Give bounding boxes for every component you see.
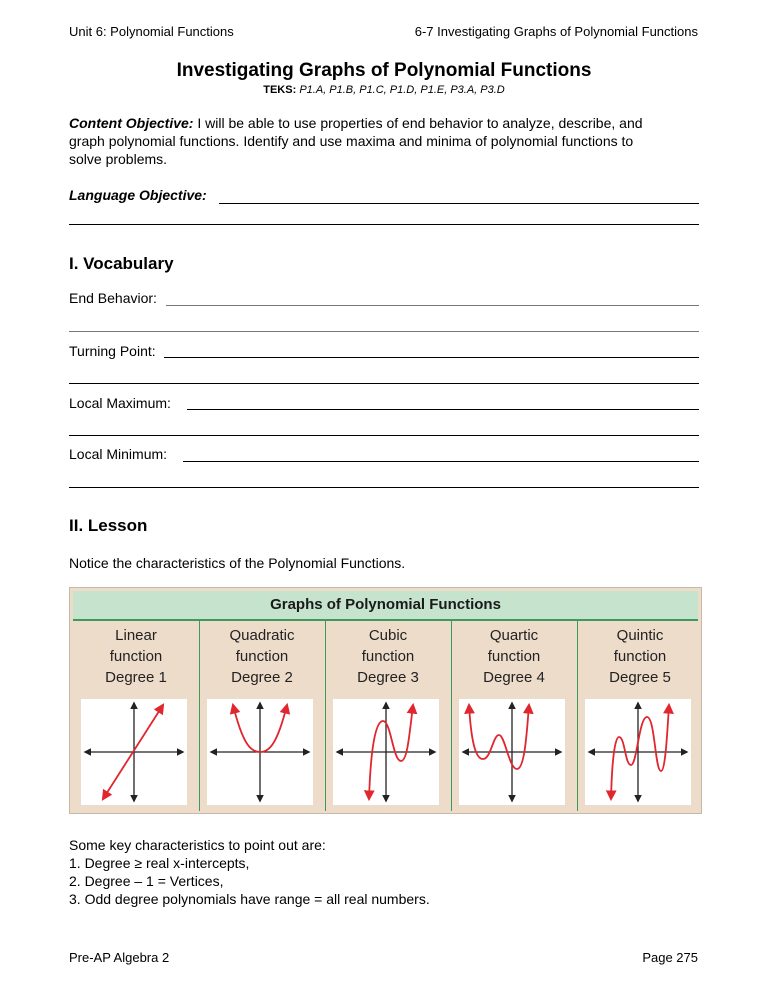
end-behavior-blank-2[interactable]: [69, 331, 699, 332]
linear-graph: [81, 699, 187, 805]
header-section: 6-7 Investigating Graphs of Polynomial Functions: [414, 24, 698, 39]
lesson-heading: II. Lesson: [69, 516, 148, 535]
column-quadratic: [199, 621, 325, 811]
table-title: Graphs of Polynomial Functions: [73, 591, 698, 621]
column-quintic: [577, 621, 703, 811]
content-objective: [69, 114, 709, 168]
quadratic-graph: [207, 699, 313, 805]
content-objective-label: Content Objective:: [69, 115, 194, 131]
header-unit: Unit 6: Polynomial Functions: [69, 24, 234, 39]
key-point-2: 2. Degree – 1 = Vertices,: [69, 873, 224, 889]
key-characteristics: [69, 836, 430, 908]
column-degree: Degree 5: [609, 669, 671, 686]
column-quartic: [451, 621, 577, 811]
column-kind: function: [235, 648, 289, 665]
teks-codes: P1.A, P1.B, P1.C, P1.D, P1.E, P3.A, P3.D: [299, 84, 505, 96]
quintic-graph: [585, 699, 691, 805]
turning-point-blank-2[interactable]: [69, 383, 699, 384]
local-maximum-blank[interactable]: [187, 409, 699, 410]
language-objective-label: Language Objective:: [69, 187, 207, 203]
column-name: Linear: [115, 627, 157, 644]
column-kind: function: [613, 648, 667, 665]
quartic-graph: [459, 699, 565, 805]
key-intro: Some key characteristics to point out are:: [69, 837, 326, 853]
local-minimum-blank[interactable]: [183, 461, 699, 462]
column-degree: Degree 4: [483, 669, 545, 686]
column-name: Quintic: [616, 627, 664, 644]
column-degree: Degree 3: [357, 669, 419, 686]
column-degree: Degree 2: [231, 669, 293, 686]
key-point-1: 1. Degree ≥ real x-intercepts,: [69, 855, 250, 871]
turning-point-blank[interactable]: [164, 357, 699, 358]
local-minimum-blank-2[interactable]: [69, 487, 699, 488]
vocab-term-local-minimum: Local Minimum:: [69, 446, 168, 462]
local-maximum-blank-2[interactable]: [69, 435, 699, 436]
language-objective-blank-2[interactable]: [69, 224, 699, 225]
lesson-intro: Notice the characteristics of the Polynomial Functions.: [69, 555, 406, 571]
column-kind: function: [109, 648, 163, 665]
vocab-term-turning-point: Turning Point:: [69, 343, 156, 359]
vocabulary-heading: I. Vocabulary: [69, 254, 174, 273]
column-kind: function: [487, 648, 541, 665]
content-objective-line3: solve problems.: [69, 151, 168, 167]
footer-page-number: Page 275: [642, 950, 698, 965]
column-linear: [73, 621, 199, 811]
footer-course: Pre-AP Algebra 2: [69, 950, 170, 965]
column-name: Quartic: [489, 627, 539, 644]
column-degree: Degree 1: [105, 669, 167, 686]
column-name: Cubic: [368, 627, 408, 644]
language-objective-blank[interactable]: [219, 203, 699, 204]
end-behavior-blank[interactable]: [166, 305, 699, 306]
teks-label: TEKS:: [263, 84, 297, 96]
cubic-graph: [333, 699, 439, 805]
polynomial-graphs-table: [69, 587, 702, 814]
vocab-term-local-maximum: Local Maximum:: [69, 395, 171, 411]
column-name: Quadratic: [229, 627, 295, 644]
column-cubic: [325, 621, 451, 811]
vocab-term-end-behavior: End Behavior:: [69, 290, 157, 306]
content-objective-line1: I will be able to use properties of end behavior to analyze, describe, and: [193, 115, 643, 131]
page-title: Investigating Graphs of Polynomial Functions: [176, 60, 592, 81]
content-objective-line2: graph polynomial functions. Identify and use maxima and minima of polynomial functions to: [69, 133, 634, 149]
quartic-curve: [469, 705, 529, 769]
teks-line: [0, 84, 768, 96]
column-kind: function: [361, 648, 415, 665]
key-point-3: 3. Odd degree polynomials have range = all real numbers.: [69, 891, 430, 907]
